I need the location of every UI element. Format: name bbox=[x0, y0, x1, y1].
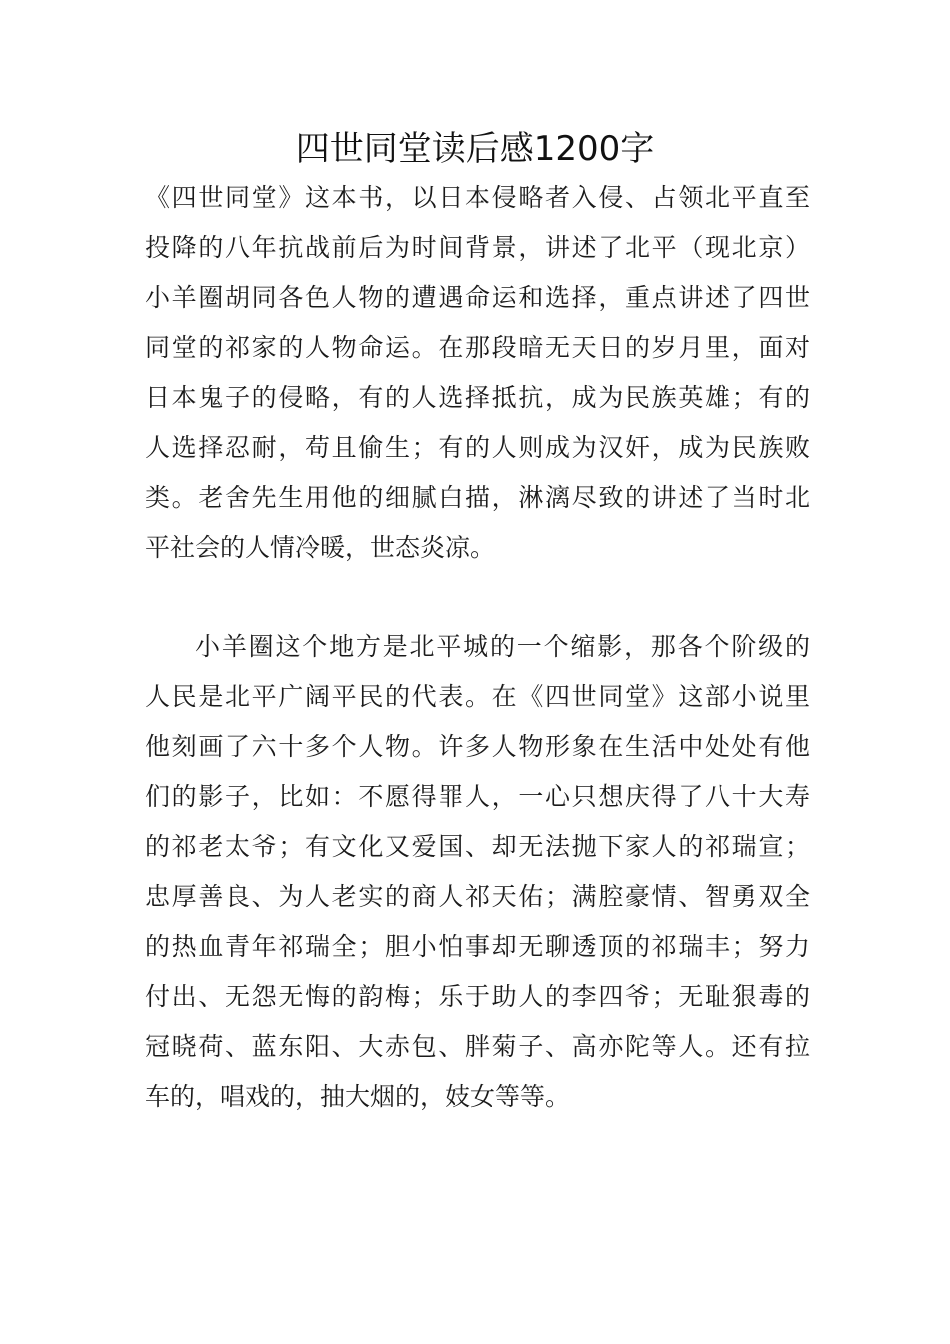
paragraph-2-line: 的祁老太爷；有文化又爱国、却无法抛下家人的祁瑞宣； bbox=[145, 832, 810, 861]
paragraph-2-line: 忠厚善良、为人老实的商人祁天佑；满腔豪情、智勇双全 bbox=[145, 882, 810, 911]
paragraph-2-line: 车的，唱戏的，抽大烟的，妓女等等。 bbox=[145, 1082, 571, 1111]
paragraph-1-line: 类。老舍先生用他的细腻白描，淋漓尽致的讲述了当时北 bbox=[145, 483, 810, 512]
paragraph-1-line: 投降的八年抗战前后为时间背景，讲述了北平（现北京） bbox=[145, 233, 810, 262]
paragraph-1-line: 同堂的祁家的人物命运。在那段暗无天日的岁月里，面对 bbox=[145, 333, 810, 362]
paragraph-2-line: 冠晓荷、蓝东阳、大赤包、胖菊子、高亦陀等人。还有拉 bbox=[145, 1032, 810, 1061]
paragraph-1-line: 小羊圈胡同各色人物的遭遇命运和选择，重点讲述了四世 bbox=[145, 283, 810, 312]
paragraph-2-line: 付出、无怨无悔的韵梅；乐于助人的李四爷；无耻狠毒的 bbox=[145, 982, 810, 1011]
paragraph-1-line: 日本鬼子的侵略，有的人选择抵抗，成为民族英雄；有的 bbox=[145, 383, 810, 412]
paragraph-2-line: 小羊圈这个地方是北平城的一个缩影，那各个阶级的 bbox=[195, 632, 810, 661]
paragraph-1-line: 平社会的人情冷暖，世态炎凉。 bbox=[145, 533, 496, 562]
paragraph-1-line: 人选择忍耐，苟且偷生；有的人则成为汉奸，成为民族败 bbox=[145, 433, 810, 462]
paragraph-2-line: 人民是北平广阔平民的代表。在《四世同堂》这部小说里 bbox=[145, 682, 810, 711]
paragraph-2-line: 的热血青年祁瑞全；胆小怕事却无聊透顶的祁瑞丰；努力 bbox=[145, 932, 810, 961]
document-title: 四世同堂读后感1200字 bbox=[295, 129, 655, 169]
paragraph-1-line: 《四世同堂》这本书，以日本侵略者入侵、占领北平直至 bbox=[145, 183, 810, 212]
paragraph-2-line: 他刻画了六十多个人物。许多人物形象在生活中处处有他 bbox=[145, 732, 810, 761]
paragraph-2-line: 们的影子，比如：不愿得罪人，一心只想庆得了八十大寿 bbox=[145, 782, 810, 811]
